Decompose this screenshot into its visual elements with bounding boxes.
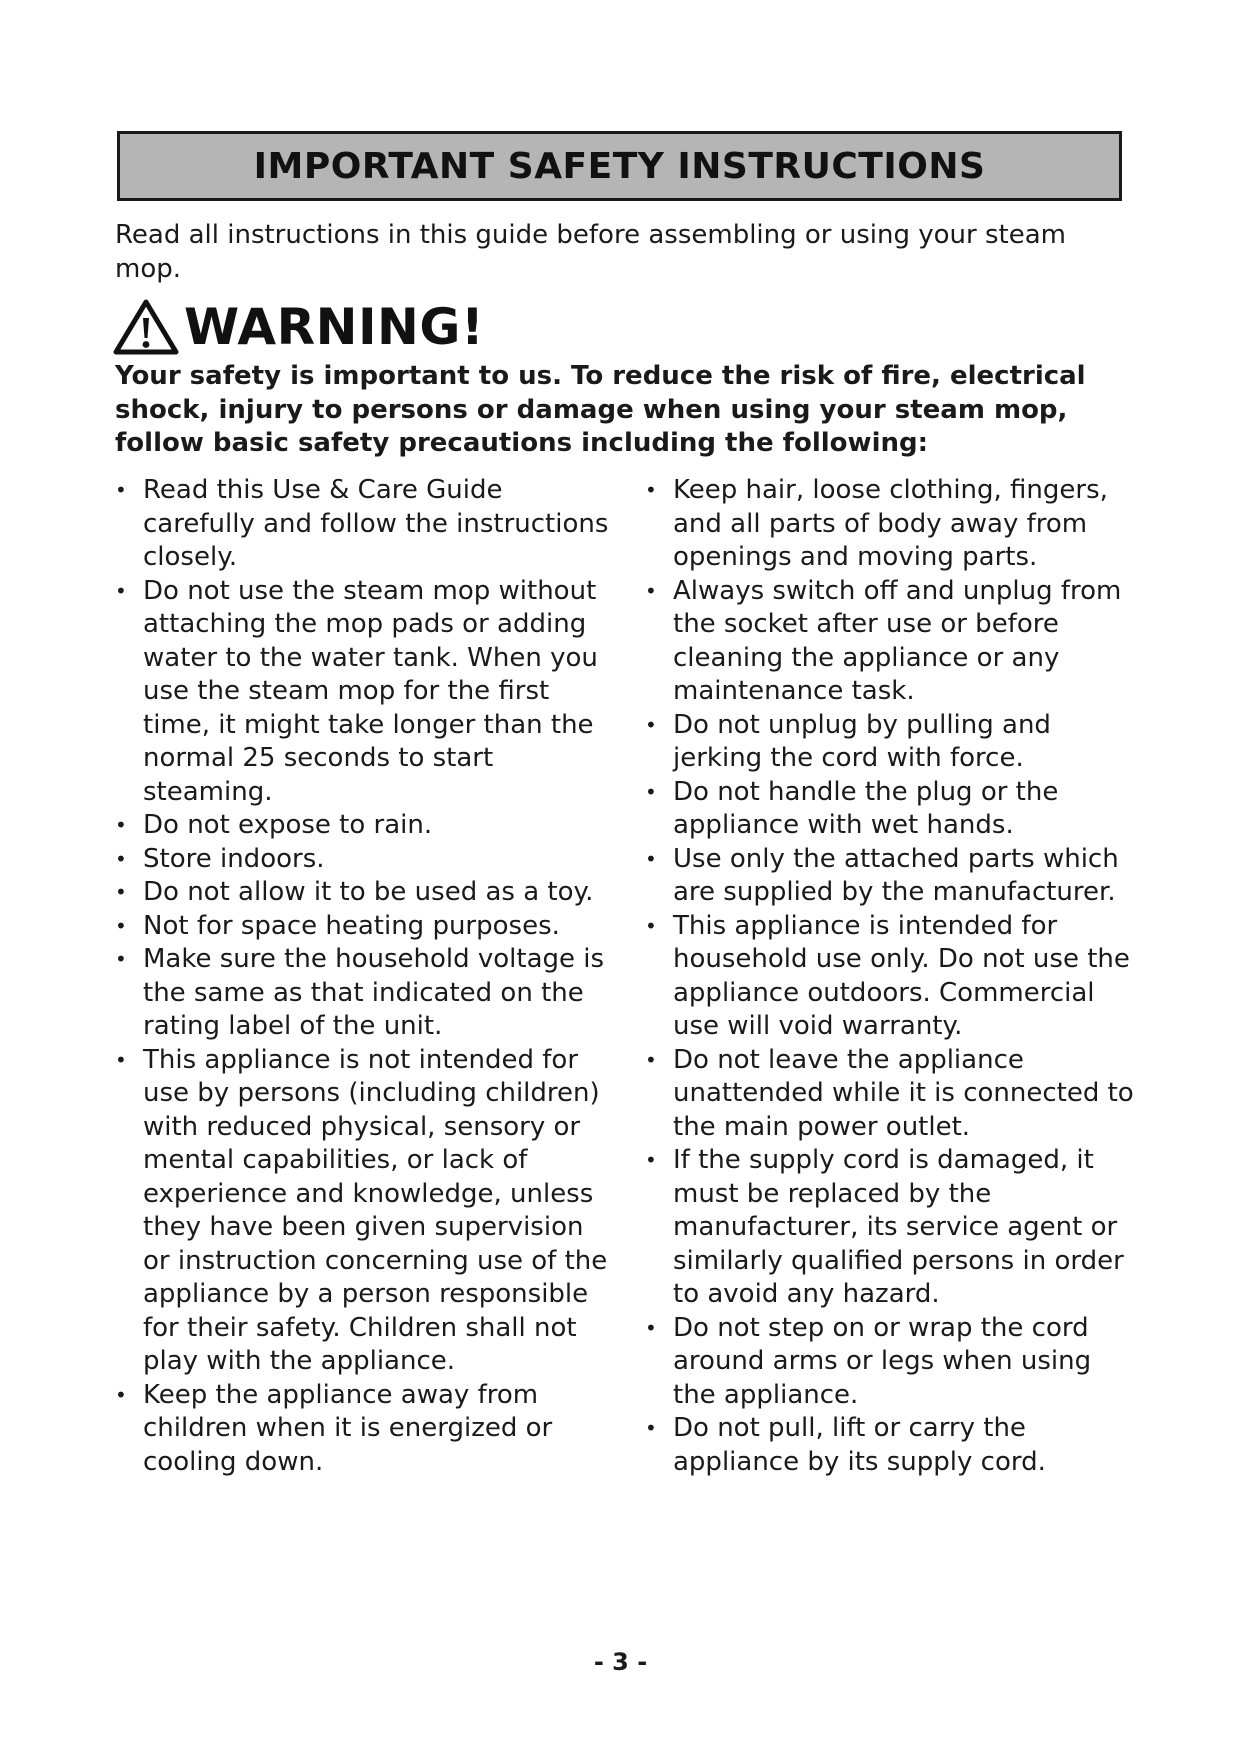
instruction-item: • Do not step on or wrap the cord around arms or legs when using the appliance. bbox=[643, 1312, 1140, 1413]
warning-title: WARNING! bbox=[184, 298, 485, 356]
instruction-item: • Always switch off and unplug from the socket after use or before cleaning the appliance or any maintenance task. bbox=[643, 575, 1140, 709]
instruction-item: • Keep hair, loose clothing, fingers, and all parts of body away from openings and moving parts. bbox=[643, 474, 1140, 575]
page-number: - 3 - bbox=[593, 1648, 648, 1676]
instruction-item: • Do not handle the plug or the appliance with wet hands. bbox=[643, 776, 1140, 843]
instruction-item: • Do not leave the appliance unattended while it is connected to the main power outlet. bbox=[643, 1044, 1140, 1145]
instruction-item: • Do not allow it to be used as a toy. bbox=[113, 876, 613, 910]
instructions-left-column bbox=[113, 474, 613, 1479]
instruction-item: • This appliance is intended for household use only. Do not use the appliance outdoors. Commercial use will void warranty. bbox=[643, 910, 1140, 1044]
instruction-item: • Make sure the household voltage is the same as that indicated on the rating label of the unit. bbox=[113, 943, 613, 1044]
instruction-item: • Read this Use & Care Guide carefully and follow the instructions closely. bbox=[113, 474, 613, 575]
warning-triangle-icon bbox=[112, 298, 180, 356]
instruction-item: • This appliance is not intended for use by persons (including children) with reduced physical, sensory or mental capabilities, or lack of experience and knowledge, unless they have been given supervision or instruction concerning use of the appliance by a person responsible for their safety. Children shall not play with the appliance. bbox=[113, 1044, 613, 1379]
title-banner bbox=[117, 131, 1122, 201]
instruction-item: • Do not expose to rain. bbox=[113, 809, 613, 843]
warning-heading bbox=[112, 296, 484, 358]
warning-text: Your safety is important to us. To reduce the risk of fire, electrical shock, injury to persons or damage when using your steam mop, follow basic safety precautions including the following: bbox=[115, 361, 1086, 458]
page-title: IMPORTANT SAFETY INSTRUCTIONS bbox=[253, 145, 986, 187]
instruction-item: • Use only the attached parts which are supplied by the manufacturer. bbox=[643, 843, 1140, 910]
instruction-item: • Do not use the steam mop without attaching the mop pads or adding water to the water tank. When you use the steam mop for the first time, it might take longer than the normal 25 seconds to start steaming. bbox=[113, 575, 613, 810]
instructions-right-column bbox=[643, 474, 1140, 1479]
instruction-item: • Store indoors. bbox=[113, 843, 613, 877]
instruction-item: • Not for space heating purposes. bbox=[113, 910, 613, 944]
instruction-item: • Do not pull, lift or carry the appliance by its supply cord. bbox=[643, 1412, 1140, 1479]
instruction-item: • If the supply cord is damaged, it must be replaced by the manufacturer, its service agent or similarly qualified persons in order to avoid any hazard. bbox=[643, 1144, 1140, 1312]
instruction-item: • Keep the appliance away from children when it is energized or cooling down. bbox=[113, 1379, 613, 1480]
intro-text: Read all instructions in this guide before assembling or using your steam mop. bbox=[115, 220, 1066, 284]
instruction-item: • Do not unplug by pulling and jerking the cord with force. bbox=[643, 709, 1140, 776]
